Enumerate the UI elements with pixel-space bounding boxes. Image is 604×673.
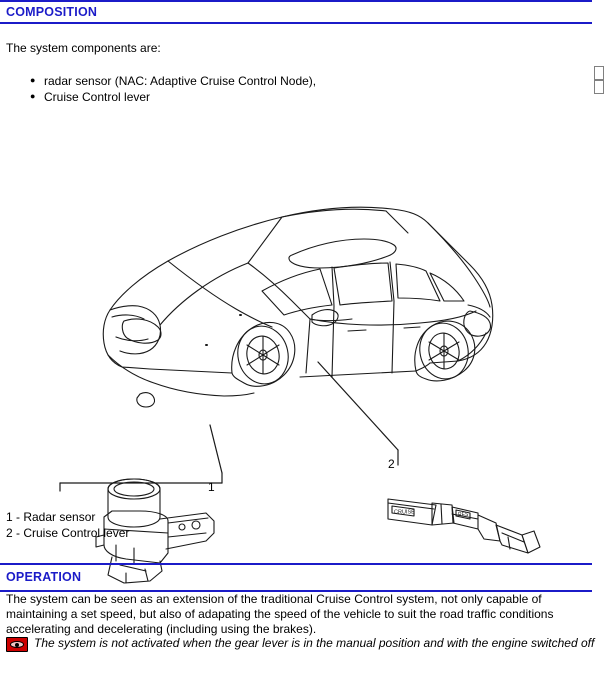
callout-number-2: 2 [388,457,395,471]
svg-text:RES: RES [458,512,469,518]
section-title-operation: OPERATION [6,570,82,584]
page-edge-mark-upper [594,66,604,80]
eye-warning-icon [6,637,28,652]
composition-bullet-list [26,73,316,105]
operation-body-text: The system can be seen as an extension of the traditional Cruise Control system, not only capable of maintaining a set speed, but also of adapating the speed of the vehicle to suit the road traffic conditions accelerating and decelerating (including using the brakes). [6,592,554,636]
list-item: ● Cruise Control lever [44,89,316,105]
section-title-composition: COMPOSITION [6,5,98,19]
composition-intro-text: The system components are: [6,41,161,55]
legend-item-1: 1 - Radar sensor [6,510,96,524]
divider-under-composition [0,22,592,24]
callout-number-1: 1 [208,480,215,494]
page-edge-mark-lower [594,80,604,94]
divider-over-operation [0,563,592,565]
legend-item-2: 2 - Cruise Control lever [6,526,130,540]
warning-note-text: The system is not activated when the gear lever is in the manual position and with the engine switched off [34,636,595,650]
svg-text:CRUISE: CRUISE [394,509,415,516]
divider-top [0,0,592,2]
list-item: ● radar sensor (NAC: Adaptive Cruise Control Node), [44,73,316,89]
